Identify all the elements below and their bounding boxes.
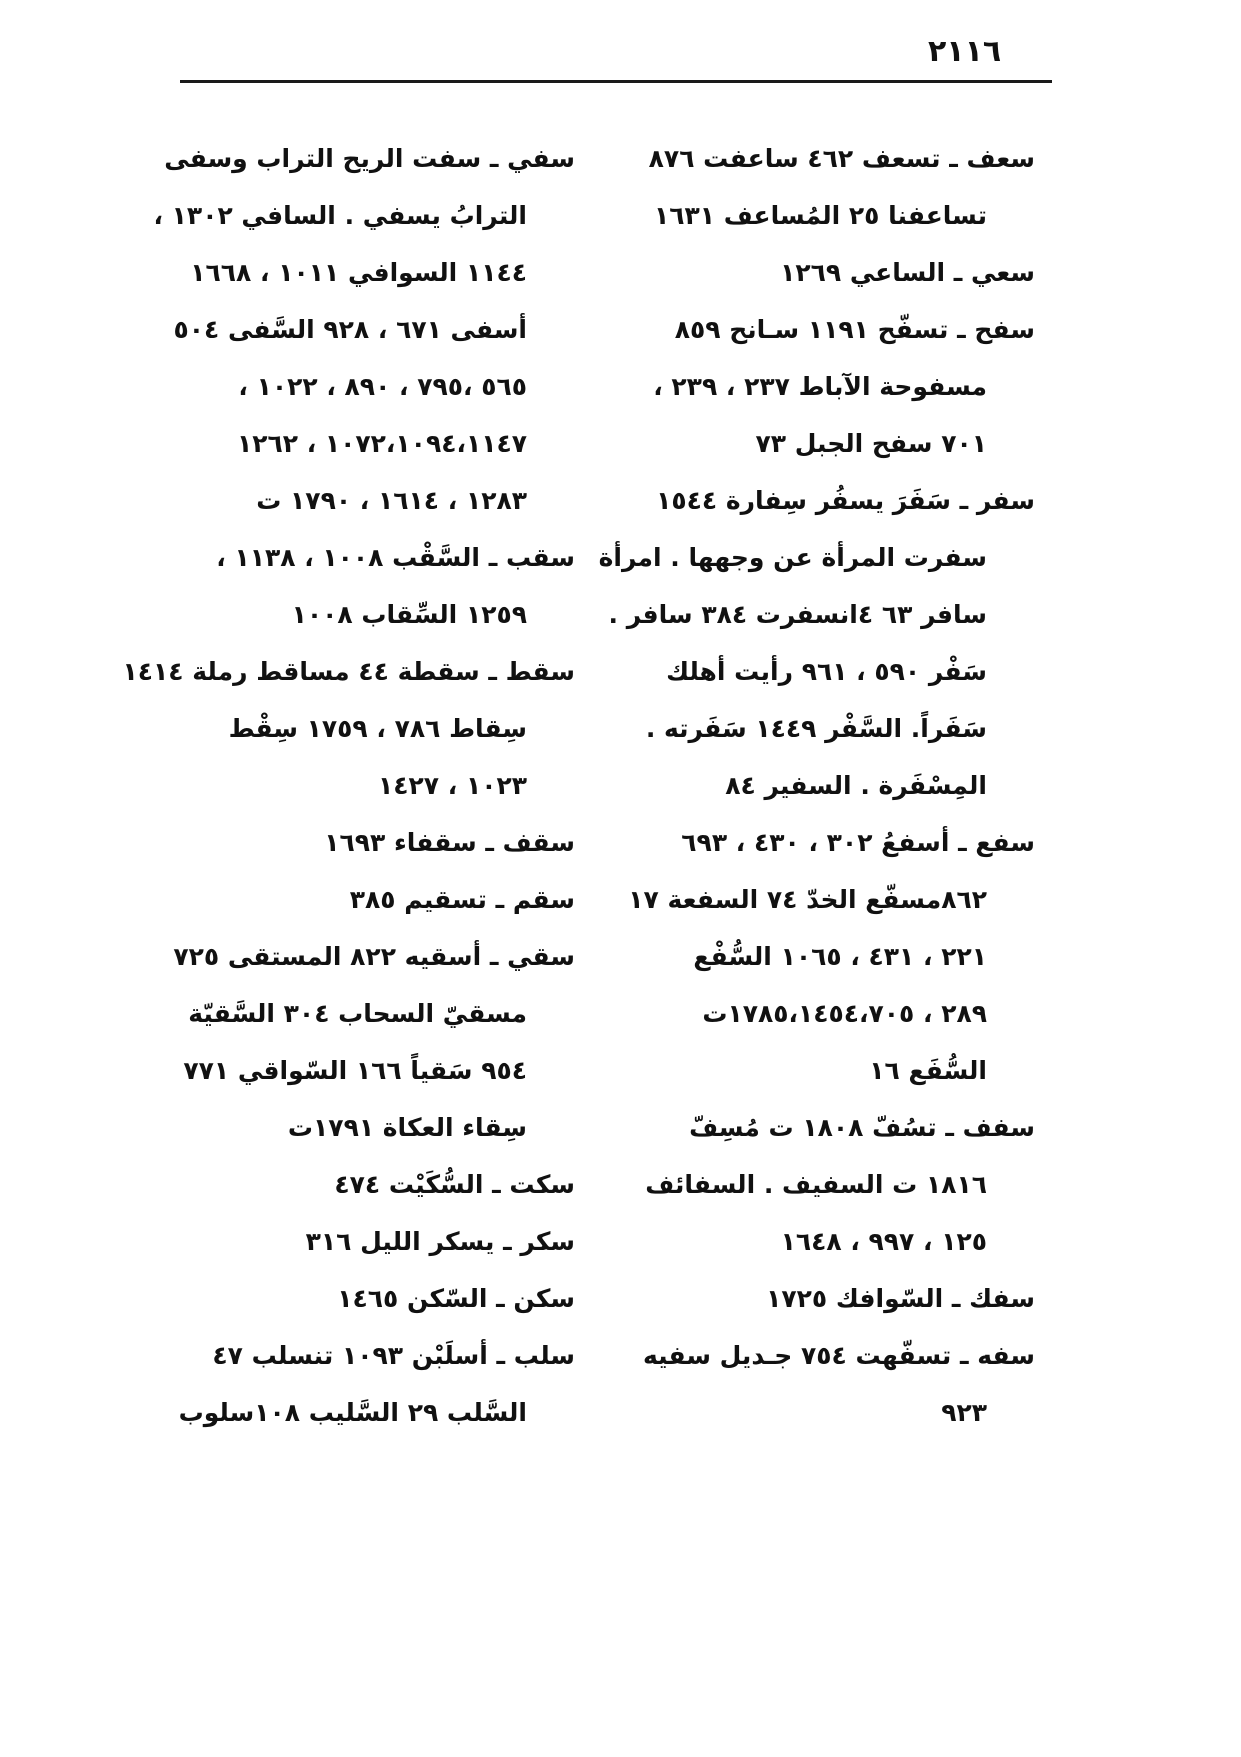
index-column-left (122, 130, 575, 1441)
index-entry-line: سعف ـ تسعف ٤٦٢ ساعفت ٨٧٦ (648, 144, 1035, 173)
index-entry-line: سَفْر ٥٩٠ ، ٩٦١ رأيت أهلك (666, 657, 987, 686)
index-column-right (598, 130, 1035, 1441)
index-entry-line: سقي ـ أسقيه ٨٢٢ المستقى ٧٢٥ (173, 942, 575, 971)
index-entry-line: ٥٦٥ ،٧٩٥ ، ٨٩٠ ، ١٠٢٢ ، (238, 372, 527, 401)
index-entry-line: ١٢٥ ، ٩٩٧ ، ١٦٤٨ (780, 1227, 987, 1256)
index-entry-line: سكن ـ السّكن ١٤٦٥ (337, 1284, 575, 1313)
index-entry-line: سقم ـ تسقيم ٣٨٥ (349, 885, 575, 914)
index-entry-line: ١٠٧٢،١٠٩٤،١١٤٧ ، ١٢٦٢ (236, 429, 527, 458)
index-entry-line: تساعفنا ٢٥ المُساعف ١٦٣١ (654, 201, 987, 230)
index-entry-line: سقب ـ السَّقْب ١٠٠٨ ، ١١٣٨ ، (216, 543, 575, 572)
index-entry-line: سفك ـ السّوافك ١٧٢٥ (766, 1284, 1035, 1313)
index-entry-line: ٧٠١ سفح الجبل ٧٣ (755, 429, 987, 458)
index-entry-line: ٩٥٤ سَقياً ١٦٦ السّواقي ٧٧١ (183, 1056, 527, 1085)
index-entry-line: سافر ٦٣ ٤انسفرت ٣٨٤ سافر . (608, 600, 987, 629)
index-entry-line: سقط ـ سقطة ٤٤ مساقط رملة ١٤١٤ (122, 657, 575, 686)
index-entry-line: مسفوحة الآباط ٢٣٧ ، ٢٣٩ ، (653, 372, 987, 401)
index-entry-line: سِقاء العكاة ١٧٩١ت (287, 1113, 527, 1142)
index-entry-line: ٢٢١ ، ٤٣١ ، ١٠٦٥ السُّفْع (693, 942, 987, 971)
index-entry-line: سفع ـ أسفعُ ٣٠٢ ، ٤٣٠ ، ٦٩٣ (681, 828, 1035, 857)
index-entry-line: سفه ـ تسفّهت ٧٥٤ جـديل سفيه (642, 1341, 1035, 1370)
index-entry-line: سفح ـ تسفّح ١١٩١ سـانح ٨٥٩ (674, 315, 1035, 344)
index-entry-line: ١٠٢٣ ، ١٤٢٧ (378, 771, 527, 800)
index-entry-line: سكت ـ السُّكَيْت ٤٧٤ (334, 1170, 575, 1199)
index-entry-line: ١٨١٦ ت السفيف . السفائف (645, 1170, 987, 1199)
index-entry-line: سعي ـ الساعي ١٢٦٩ (780, 258, 1035, 287)
index-entry-line: سفرت المرأة عن وجهها . امرأة (598, 543, 987, 572)
index-entry-line: أسفى ٦٧١ ، ٩٢٨ السَّفى ٥٠٤ (173, 315, 527, 344)
index-entry-line: الترابُ يسفي . السافي ١٣٠٢ ، (153, 201, 527, 230)
index-entry-line: سفي ـ سفت الريح التراب وسفى (164, 144, 575, 173)
index-entry-line: سكر ـ يسكر الليل ٣١٦ (305, 1227, 575, 1256)
index-entry-line: السُّفَع ١٦ (869, 1056, 987, 1085)
index-entry-line: سلب ـ أسلَبْن ١٠٩٣ تنسلب ٤٧ (212, 1341, 575, 1370)
index-entry-line: ١٢٨٣ ، ١٦١٤ ، ١٧٩٠ ت (256, 486, 527, 515)
index-entry-line: ١١٤٤ السوافي ١٠١١ ، ١٦٦٨ (190, 258, 527, 287)
index-entry-line: ٢٨٩ ، ١٧٨٥،١٤٥٤،٧٠٥ت (702, 999, 987, 1028)
index-entry-line: ٨٦٢مسفّع الخدّ ٧٤ السفعة ١٧ (628, 885, 987, 914)
index-entry-line: ٩٢٣ (941, 1398, 987, 1427)
index-entry-line: سِقاط ٧٨٦ ، ١٧٥٩ سِقْط (228, 714, 527, 743)
index-entry-line: سقف ـ سقفاء ١٦٩٣ (324, 828, 575, 857)
index-entry-line: السَّلب ٢٩ السَّليب ١٠٨سلوب (178, 1398, 527, 1427)
page-number: ٢١١٦ (928, 34, 1002, 69)
header-rule (180, 80, 1052, 83)
index-entry-line: ١٢٥٩ السِّقاب ١٠٠٨ (291, 600, 527, 629)
index-entry-line: مسقيّ السحاب ٣٠٤ السَّقيّة (188, 999, 527, 1028)
index-entry-line: المِسْفَرة . السفير ٨٤ (725, 771, 987, 800)
index-entry-line: سَفَراً. السَّفْر ١٤٤٩ سَفَرته . (645, 714, 987, 743)
index-entry-line: سفف ـ تسُفّ ١٨٠٨ ت مُسِفّ (689, 1113, 1035, 1142)
index-entry-line: سفر ـ سَفَرَ يسفُر سِفارة ١٥٤٤ (656, 486, 1035, 515)
